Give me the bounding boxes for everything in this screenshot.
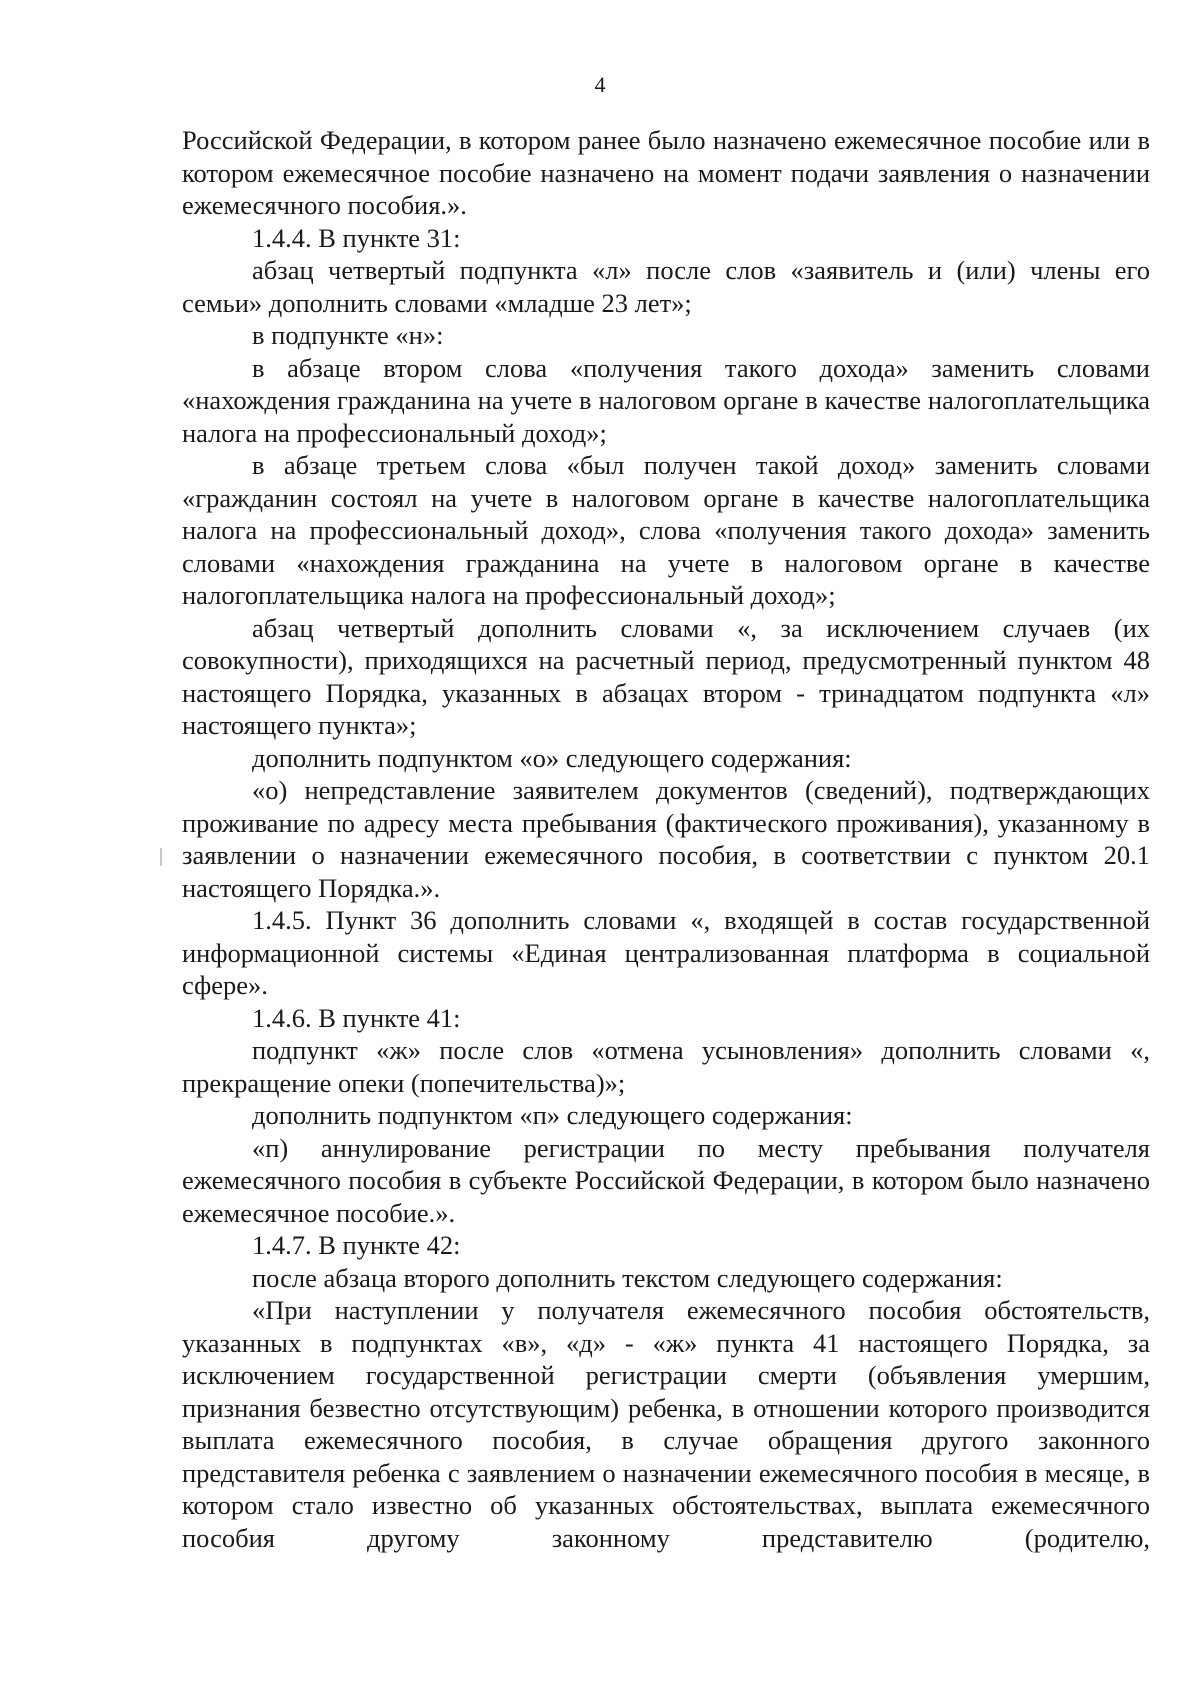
paragraph-after-second: после абзаца второго дополнить текстом следующего содержания: (252, 1262, 1003, 1293)
paragraph-clause-1-4-5: 1.4.5. Пункт 36 дополнить словами «, входящей в состав государственной информационной системы «Единая централизованная платформа в социальной сфере». (182, 905, 1150, 1000)
paragraph-subpoint-o-text: «о) непредставление заявителем документов (сведений), подтверждающих проживание по адресу места пребывания (фактического проживания), указанному в заявлении о назначении ежемесячного пособия, в соответствии с пунктом 20.1 настоящего Порядка.». (182, 775, 1150, 903)
page-number: 4 (594, 72, 606, 97)
scan-artifact-mark (160, 848, 162, 866)
paragraph-subpoint-n-fourth: абзац четвертый дополнить словами «, за исключением случаев (их совокупности), приходящихся на расчетный период, предусмотренный пунктом 48 настоящего Порядка, указанных в абзацах втором - тринадцатом подпункта «л» настоящего пункта»; (182, 612, 1150, 740)
paragraph-subpoint-n-heading: в подпункте «н»: (252, 320, 444, 350)
paragraph-subpoint-zh: подпункт «ж» после слов «отмена усыновления» дополнить словами «, прекращение опеки (попечительства)»; (182, 1035, 1150, 1098)
paragraph-clause-1-4-6: 1.4.6. В пункте 41: (252, 1002, 461, 1033)
paragraph-subpoint-n-third: в абзаце третьем слова «был получен такой доход» заменить словами «гражданин состоял на учете в налоговом органе в качестве налогоплательщика налога на профессиональный доход», слова «получения такого дохода» заменить словами «нахождения гражданина на учете в налоговом органе в качестве налогоплательщика налога на профессиональный доход»; (182, 450, 1150, 610)
paragraph-add-subpoint-p: дополнить подпунктом «п» следующего содержания: (252, 1100, 853, 1130)
paragraph-subpoint-p-text: «п) аннулирование регистрации по месту пребывания получателя ежемесячного пособия в субъекте Российской Федерации, в котором было назначено ежемесячное пособие.». (182, 1132, 1150, 1228)
paragraph-clause-1-4-7: 1.4.7. В пункте 42: (252, 1230, 461, 1260)
document-body (182, 124, 1150, 1554)
paragraph-clause-1-4-4: 1.4.4. В пункте 31: (252, 222, 461, 253)
paragraph-clause-1-4-4-subpoint-l: абзац четвертый подпункта «л» после слов «заявитель и (или) члены его семьи» дополнить словами «младше 23 лет»; (182, 255, 1150, 318)
paragraph-continuation: Российской Федерации, в котором ранее было назначено ежемесячное пособие или в котором ежемесячное пособие назначено на момент подачи заявления о назначении ежемесячного пособия.». (182, 125, 1150, 220)
paragraph-quoted-text: «При наступлении у получателя ежемесячного пособия обстоятельств, указанных в подпунктах «в», «д» - «ж» пункта 41 настоящего Порядка, за исключением государственной регистрации смерти (объявления умершим, признания безвестно отсутствующим) ребенка, в отношении которого производится выплата ежемесячного пособия, в случае обращения другого законного представителя ребенка с заявлением о назначении ежемесячного пособия в месяце, в котором стало известно об указанных обстоятельствах, выплата ежемесячного пособия другому законному представителю (родителю, (182, 1295, 1150, 1553)
paragraph-subpoint-n-second: в абзаце втором слова «получения такого дохода» заменить словами «нахождения гражданина на учете в налоговом органе в качестве налогоплательщика налога на профессиональный доход»; (182, 352, 1150, 448)
paragraph-add-subpoint-o: дополнить подпунктом «о» следующего содержания: (252, 742, 852, 773)
